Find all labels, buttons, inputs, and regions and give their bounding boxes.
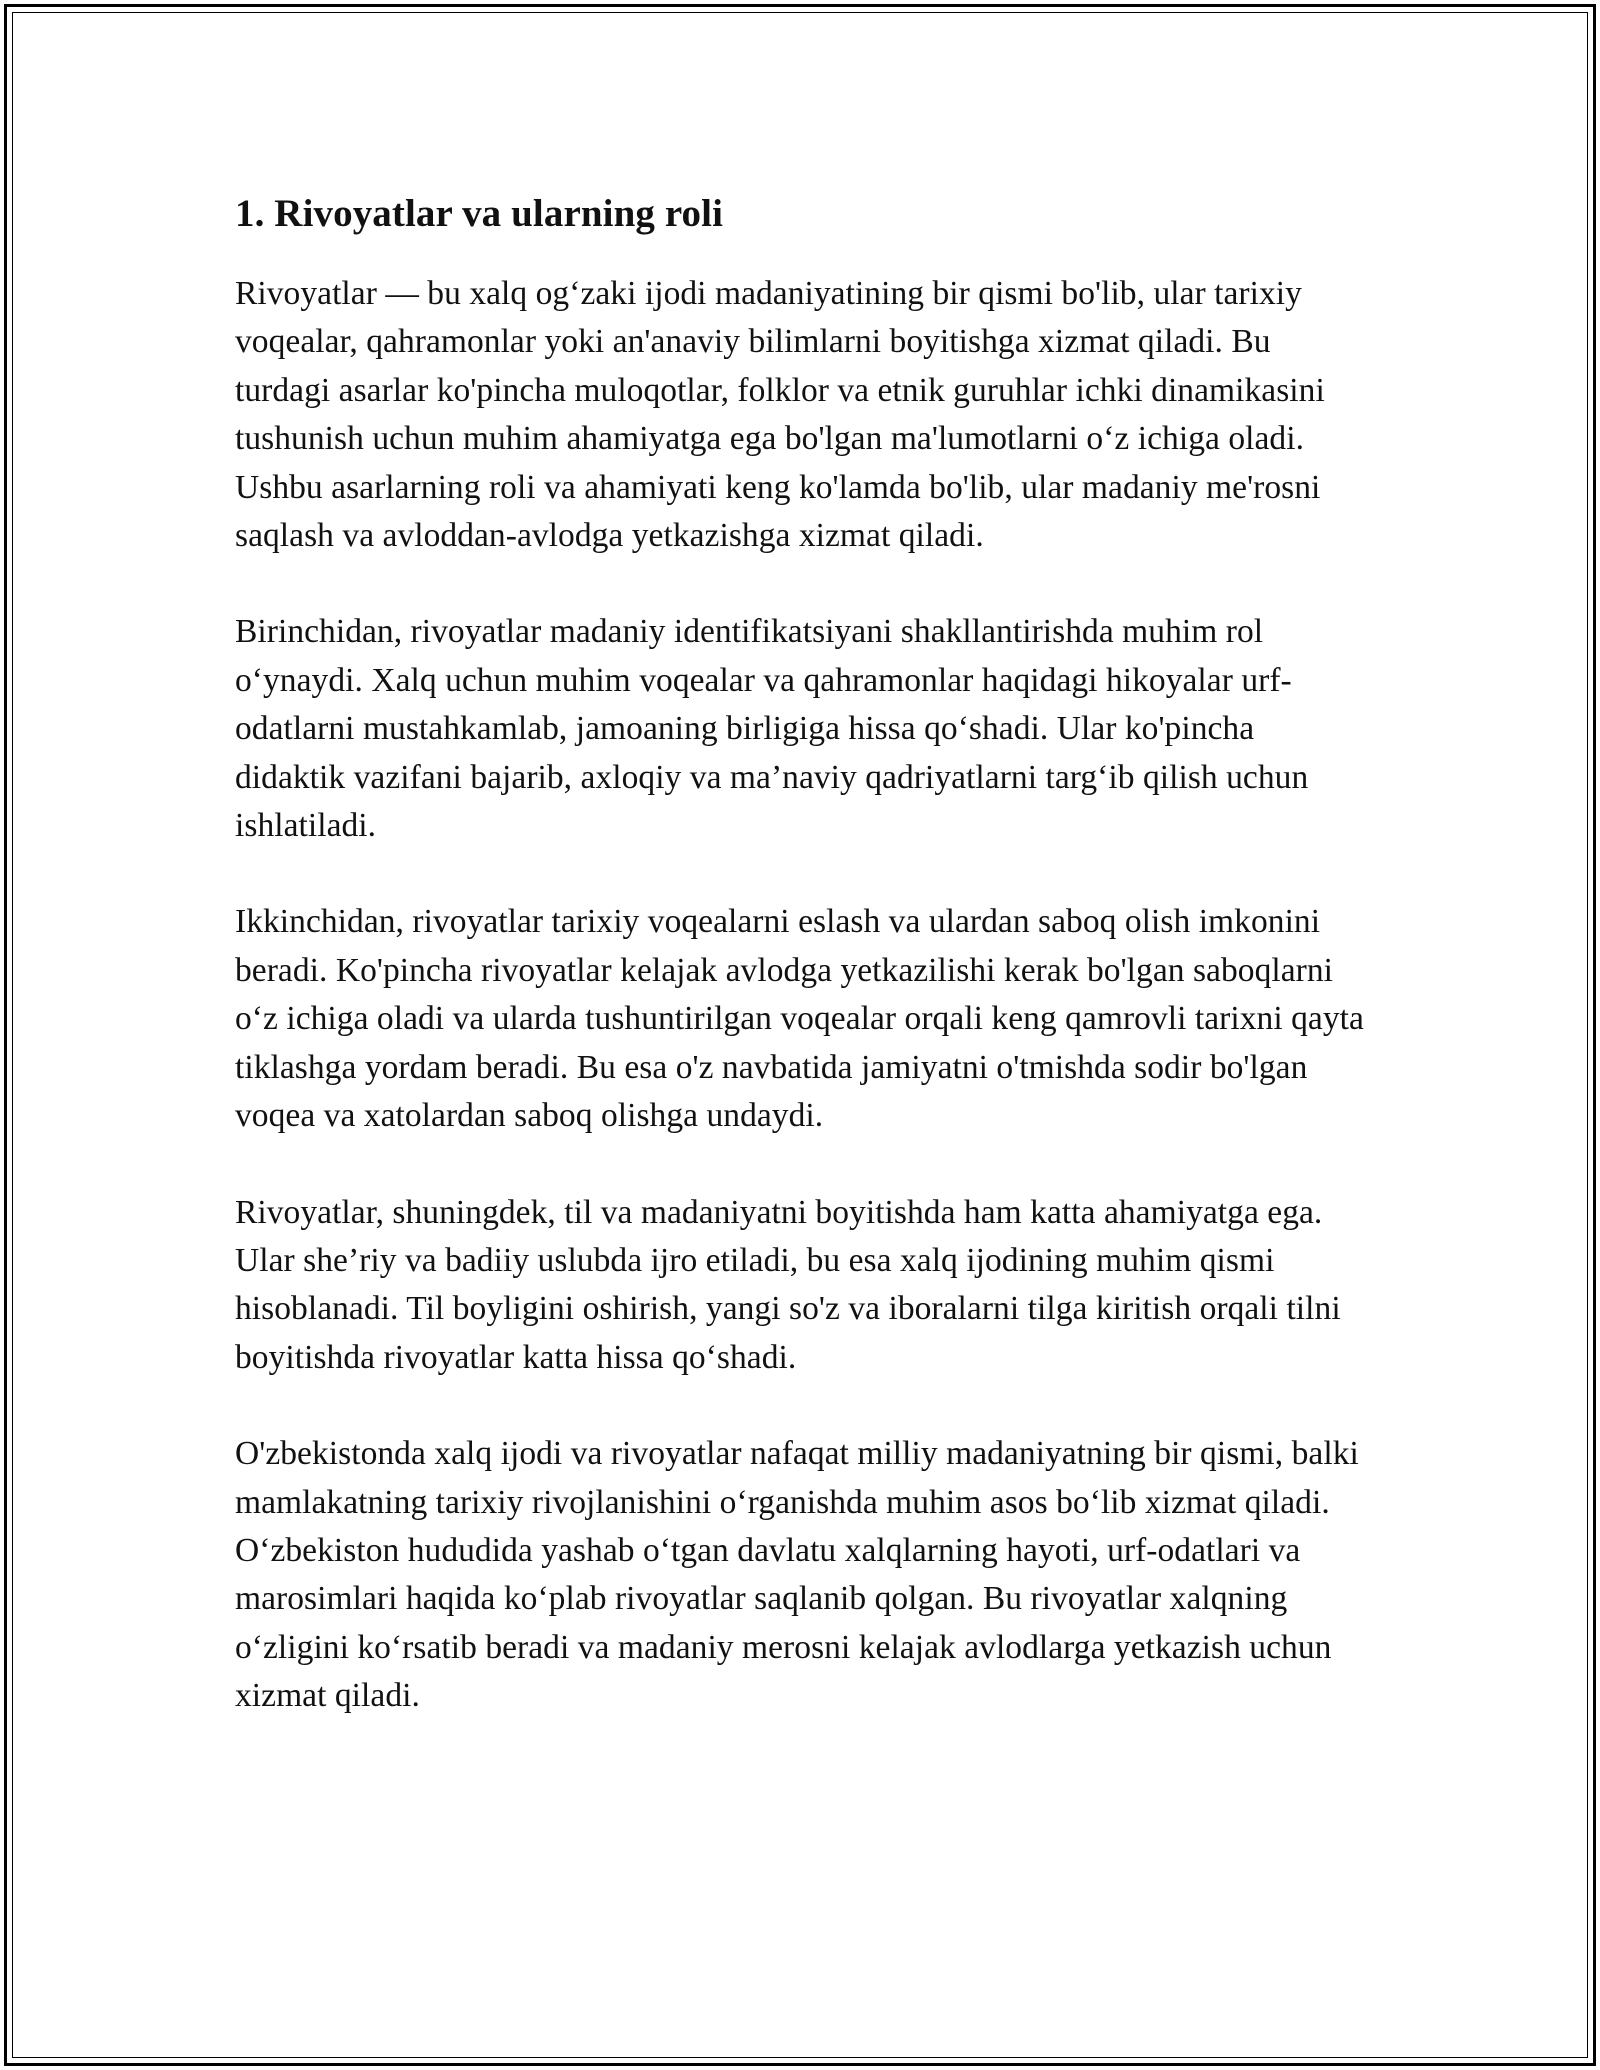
paragraph-2: Birinchidan, rivoyatlar madaniy identifikatsiyani shakllantirishda muhim rol oʻynaydi. Xalq uchun muhim voqealar va qahramonlar haqidagi hikoyalar urf-odatlarni mustahkamlab, jamoaning birligiga hissa qoʻshadi. Ular ko'pincha didaktik vazifani bajarib, axloqiy va ma’naviy qadriyatlarni targʻib qilish uchun ishlatiladi. (235, 613, 1309, 845)
paragraph-4: Rivoyatlar, shuningdek, til va madaniyatni boyitishda ham katta ahamiyatga ega. Ular she’riy va badiiy uslubda ijro etiladi, bu esa xalq ijodining muhim qismi hisoblanadi. Til boyligini oshirish, yangi so'z va iboralarni tilga kiritish orqali tilni boyitishda rivoyatlar katta hissa qoʻshadi. (235, 1193, 1341, 1376)
document-body (235, 188, 1365, 1769)
paragraph-3: Ikkinchidan, rivoyatlar tarixiy voqealarni eslash va ulardan saboq olish imkonini beradi. Ko'pincha rivoyatlar kelajak avlodga yetkazilishi kerak bo'lgan saboqlarni oʻz ichiga oladi va ularda tushuntirilgan voqealar orqali keng qamrovli tarixni qayta tiklashga yordam beradi. Bu esa o'z navbatida jamiyatni o'tmishda sodir bo'lgan voqea va xatolardan saboq olishga undaydi. (235, 903, 1364, 1135)
paragraph-1: Rivoyatlar — bu xalq ogʻzaki ijodi madaniyatining bir qismi bo'lib, ular tarixiy voqealar, qahramonlar yoki an'anaviy bilimlarni boyitishga xizmat qiladi. Bu turdagi asarlar ko'pincha muloqotlar, folklor va etnik guruhlar ichki dinamikasini tushunish uchun muhim ahamiyatga ega bo'lgan ma'lumotlarni oʻz ichiga oladi. Ushbu asarlarning roli va ahamiyati keng ko'lamda bo'lib, ular madaniy me'rosni saqlash va avloddan-avlodga yetkazishga xizmat qiladi. (235, 275, 1325, 555)
section-heading: 1. Rivoyatlar va ularning roli (235, 192, 724, 235)
paragraph-5: O'zbekistonda xalq ijodi va rivoyatlar nafaqat milliy madaniyatning bir qismi, balki mamlakatning tarixiy rivojlanishini oʻrganishda muhim asos boʻlib xizmat qiladi. Oʻzbekiston hududida yashab oʻtgan davlatu xalqlarning hayoti, urf-odatlari va marosimlari haqida koʻplab rivoyatlar saqlanib qolgan. Bu rivoyatlar xalqning oʻzligini koʻrsatib beradi va madaniy merosni kelajak avlodlarga yetkazish uchun xizmat qiladi. (235, 1435, 1359, 1715)
